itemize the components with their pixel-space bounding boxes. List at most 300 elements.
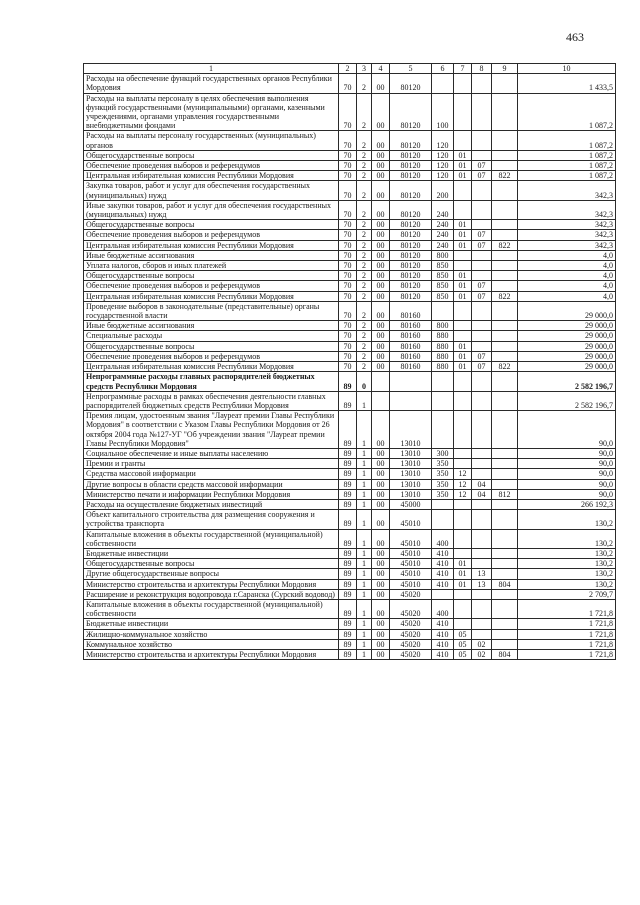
cell-col6: 100 [432,93,454,131]
cell-col6: 240 [432,200,454,219]
cell-col8 [472,200,492,219]
cell-col2: 89 [339,448,357,458]
cell-col4: 00 [372,301,390,320]
cell-col8 [472,150,492,160]
cell-col5: 13010 [390,489,432,499]
header-cell: 7 [454,64,472,74]
cell-col9: 822 [492,362,518,372]
cell-col4: 00 [372,499,390,509]
cell-col6: 350 [432,489,454,499]
cell-col9: 812 [492,489,518,499]
cell-col2: 89 [339,372,357,391]
cell-col3: 2 [357,261,372,271]
cell-col9 [492,161,518,171]
row-name: Общегосударственные вопросы [84,341,339,351]
table-row [84,281,616,291]
cell-col5: 80160 [390,331,432,341]
cell-col3: 2 [357,74,372,93]
cell-col9 [492,548,518,558]
cell-col2: 89 [339,489,357,499]
cell-col4 [372,372,390,391]
cell-col3: 2 [357,331,372,341]
cell-col3: 1 [357,510,372,529]
cell-col2: 89 [339,569,357,579]
cell-col7 [454,301,472,320]
cell-col8 [472,599,492,618]
header-cell: 2 [339,64,357,74]
cell-col7 [454,200,472,219]
row-name: Обеспечение проведения выборов и референдумов [84,161,339,171]
cell-col7: 01 [454,559,472,569]
table-row [84,150,616,160]
cell-col6: 300 [432,448,454,458]
cell-col9: 804 [492,579,518,589]
cell-col5: 80120 [390,200,432,219]
cell-col2: 70 [339,220,357,230]
header-row [84,64,616,74]
row-sum: 2 709,7 [518,589,616,599]
row-sum: 1 087,2 [518,161,616,171]
table-row [84,448,616,458]
cell-col7 [454,321,472,331]
cell-col5: 80160 [390,351,432,361]
cell-col5: 80120 [390,281,432,291]
cell-col3: 1 [357,489,372,499]
cell-col6 [432,499,454,509]
row-name: Обеспечение проведения выборов и референдумов [84,281,339,291]
cell-col5: 45010 [390,510,432,529]
cell-col9 [492,131,518,150]
cell-col6 [432,372,454,391]
cell-col7 [454,510,472,529]
cell-col8 [472,341,492,351]
cell-col9 [492,619,518,629]
cell-col3: 2 [357,220,372,230]
row-sum: 266 192,3 [518,499,616,509]
cell-col5: 80120 [390,230,432,240]
cell-col7: 05 [454,649,472,659]
cell-col8 [472,548,492,558]
cell-col3: 2 [357,301,372,320]
cell-col6 [432,510,454,529]
cell-col5: 80120 [390,93,432,131]
cell-col2: 70 [339,301,357,320]
cell-col5: 80120 [390,150,432,160]
cell-col8: 04 [472,479,492,489]
cell-col9 [492,271,518,281]
row-name: Премии и гранты [84,459,339,469]
row-name: Непрограммные расходы главных распорядителей бюджетных средств Республики Мордовия [84,372,339,391]
table-row [84,469,616,479]
table-row [84,291,616,301]
cell-col9 [492,599,518,618]
cell-col7 [454,391,472,410]
table-row [84,362,616,372]
cell-col8 [472,271,492,281]
cell-col4: 00 [372,529,390,548]
cell-col3: 1 [357,599,372,618]
cell-col8 [472,372,492,391]
cell-col5: 13010 [390,469,432,479]
cell-col7: 12 [454,479,472,489]
cell-col3: 1 [357,649,372,659]
cell-col3: 2 [357,362,372,372]
cell-col5: 80120 [390,131,432,150]
cell-col9 [492,448,518,458]
row-sum: 90,0 [518,448,616,458]
cell-col6 [432,391,454,410]
row-sum: 130,2 [518,548,616,558]
cell-col7 [454,93,472,131]
cell-col6: 850 [432,281,454,291]
cell-col7: 01 [454,281,472,291]
row-name: Уплата налогов, сборов и иных платежей [84,261,339,271]
table-row [84,220,616,230]
cell-col4: 00 [372,271,390,281]
cell-col7: 01 [454,569,472,579]
cell-col5: 45010 [390,548,432,558]
cell-col4: 00 [372,331,390,341]
cell-col6: 350 [432,459,454,469]
row-sum: 4,0 [518,291,616,301]
row-name: Средства массовой информации [84,469,339,479]
cell-col8 [472,619,492,629]
cell-col4: 00 [372,639,390,649]
row-sum: 342,3 [518,240,616,250]
table-row [84,579,616,589]
cell-col4: 00 [372,589,390,599]
cell-col8 [472,321,492,331]
cell-col5: 45020 [390,639,432,649]
row-sum: 1 721,8 [518,599,616,618]
cell-col7 [454,619,472,629]
cell-col6: 880 [432,351,454,361]
table-row [84,411,616,449]
cell-col4: 00 [372,341,390,351]
cell-col2: 70 [339,171,357,181]
cell-col3: 1 [357,548,372,558]
cell-col3: 1 [357,589,372,599]
cell-col7 [454,331,472,341]
cell-col2: 70 [339,161,357,171]
cell-col5: 80120 [390,161,432,171]
cell-col6: 850 [432,261,454,271]
cell-col5: 80160 [390,341,432,351]
cell-col9 [492,230,518,240]
cell-col6: 350 [432,469,454,479]
cell-col3: 1 [357,559,372,569]
header-cell: 5 [390,64,432,74]
cell-col8 [472,391,492,410]
row-name: Общегосударственные вопросы [84,271,339,281]
cell-col7: 12 [454,469,472,479]
table-row [84,489,616,499]
table-row [84,240,616,250]
row-name: Другие вопросы в области средств массовой информации [84,479,339,489]
cell-col4: 00 [372,261,390,271]
row-name: Социальное обеспечение и иные выплаты населению [84,448,339,458]
table-row [84,619,616,629]
row-sum: 4,0 [518,281,616,291]
cell-col9 [492,569,518,579]
cell-col8: 13 [472,569,492,579]
cell-col3: 1 [357,459,372,469]
cell-col7 [454,411,472,449]
cell-col5: 80120 [390,271,432,281]
cell-col3: 2 [357,171,372,181]
cell-col7: 01 [454,220,472,230]
cell-col4: 00 [372,569,390,579]
table-row [84,93,616,131]
cell-col9 [492,459,518,469]
table-row [84,271,616,281]
row-name: Общегосударственные вопросы [84,150,339,160]
cell-col3: 1 [357,629,372,639]
cell-col4: 00 [372,230,390,240]
cell-col9 [492,181,518,200]
header-cell: 10 [518,64,616,74]
cell-col9 [492,301,518,320]
cell-col6: 850 [432,291,454,301]
cell-col7: 01 [454,230,472,240]
cell-col3: 2 [357,250,372,260]
cell-col4: 00 [372,411,390,449]
cell-col5: 13010 [390,459,432,469]
row-name: Коммунальное хозяйство [84,639,339,649]
cell-col2: 70 [339,250,357,260]
cell-col2: 89 [339,459,357,469]
cell-col9 [492,510,518,529]
table-row [84,171,616,181]
row-sum: 4,0 [518,271,616,281]
cell-col2: 70 [339,261,357,271]
cell-col3: 1 [357,579,372,589]
table-row [84,230,616,240]
row-sum: 1 721,8 [518,629,616,639]
cell-col7 [454,529,472,548]
cell-col2: 89 [339,599,357,618]
row-sum: 130,2 [518,559,616,569]
cell-col9 [492,220,518,230]
cell-col7: 01 [454,271,472,281]
cell-col4: 00 [372,220,390,230]
cell-col5 [390,391,432,410]
cell-col4: 00 [372,489,390,499]
row-name: Иные закупки товаров, работ и услуг для обеспечения государственных (муниципальных) нужд [84,200,339,219]
cell-col5: 45020 [390,599,432,618]
row-name: Объект капитального строительства для размещения сооружения и устройства транспорта [84,510,339,529]
cell-col4: 00 [372,93,390,131]
table-row [84,372,616,391]
cell-col7 [454,459,472,469]
cell-col5: 13010 [390,448,432,458]
cell-col7: 01 [454,161,472,171]
table-row [84,341,616,351]
cell-col2: 89 [339,391,357,410]
cell-col6 [432,74,454,93]
header-cell: 1 [84,64,339,74]
cell-col7: 01 [454,579,472,589]
row-name: Бюджетные инвестиции [84,548,339,558]
cell-col8 [472,220,492,230]
row-name: Расходы на обеспечение функций государственных органов Республики Мордовия [84,74,339,93]
cell-col8 [472,74,492,93]
cell-col4: 00 [372,559,390,569]
cell-col5 [390,372,432,391]
row-sum: 130,2 [518,579,616,589]
cell-col9 [492,559,518,569]
table-row [84,459,616,469]
cell-col8: 04 [472,489,492,499]
row-name: Иные бюджетные ассигнования [84,321,339,331]
cell-col4: 00 [372,250,390,260]
cell-col9 [492,200,518,219]
cell-col2: 89 [339,510,357,529]
budget-table [83,63,616,660]
cell-col6: 410 [432,619,454,629]
cell-col8 [472,131,492,150]
row-sum: 29 000,0 [518,321,616,331]
cell-col2: 70 [339,271,357,281]
row-sum: 90,0 [518,469,616,479]
cell-col7: 05 [454,629,472,639]
cell-col7: 01 [454,291,472,301]
cell-col8: 07 [472,362,492,372]
cell-col7: 12 [454,489,472,499]
row-sum: 130,2 [518,510,616,529]
table-row [84,639,616,649]
cell-col4: 00 [372,351,390,361]
cell-col5: 45000 [390,499,432,509]
cell-col8 [472,629,492,639]
cell-col3: 1 [357,411,372,449]
cell-col6: 880 [432,362,454,372]
cell-col6: 880 [432,341,454,351]
cell-col7 [454,589,472,599]
row-sum: 2 582 196,7 [518,372,616,391]
cell-col9 [492,74,518,93]
cell-col6: 350 [432,479,454,489]
cell-col9 [492,250,518,260]
cell-col8 [472,510,492,529]
table-row [84,548,616,558]
row-name: Общегосударственные вопросы [84,559,339,569]
cell-col2: 70 [339,331,357,341]
cell-col8 [472,411,492,449]
cell-col6: 120 [432,161,454,171]
cell-col7: 01 [454,171,472,181]
cell-col4: 00 [372,74,390,93]
cell-col5: 45020 [390,629,432,639]
cell-col6: 410 [432,629,454,639]
cell-col2: 70 [339,362,357,372]
cell-col3: 2 [357,131,372,150]
header-cell: 6 [432,64,454,74]
cell-col9 [492,469,518,479]
cell-col9: 822 [492,291,518,301]
cell-col4: 00 [372,362,390,372]
table-row [84,331,616,341]
cell-col8: 02 [472,639,492,649]
cell-col7 [454,181,472,200]
row-sum: 130,2 [518,569,616,579]
cell-col8: 07 [472,161,492,171]
cell-col8 [472,250,492,260]
cell-col7: 01 [454,362,472,372]
row-sum: 342,3 [518,230,616,240]
cell-col2: 70 [339,321,357,331]
cell-col7 [454,131,472,150]
cell-col3: 1 [357,499,372,509]
cell-col6: 880 [432,331,454,341]
cell-col2: 70 [339,200,357,219]
row-sum: 1 721,8 [518,619,616,629]
cell-col3: 1 [357,639,372,649]
cell-col5: 80120 [390,181,432,200]
row-sum: 29 000,0 [518,341,616,351]
row-name: Специальные расходы [84,331,339,341]
cell-col3: 1 [357,448,372,458]
row-name: Иные бюджетные ассигнования [84,250,339,260]
cell-col6: 850 [432,271,454,281]
table-row [84,74,616,93]
cell-col6: 410 [432,559,454,569]
row-sum: 29 000,0 [518,351,616,361]
table-row [84,510,616,529]
cell-col4: 00 [372,479,390,489]
cell-col4: 00 [372,629,390,639]
cell-col8 [472,459,492,469]
cell-col2: 70 [339,93,357,131]
row-sum: 29 000,0 [518,331,616,341]
table-row [84,301,616,320]
row-sum: 29 000,0 [518,362,616,372]
cell-col5: 45020 [390,589,432,599]
cell-col8: 13 [472,579,492,589]
row-name: Министерство строительства и архитектуры Республики Мордовия [84,579,339,589]
table-row [84,589,616,599]
cell-col4 [372,391,390,410]
row-name: Расходы на выплаты персоналу государственных (муниципальных) органов [84,131,339,150]
cell-col5: 80120 [390,74,432,93]
cell-col9 [492,281,518,291]
row-name: Капитальные вложения в объекты государственной (муниципальной) собственности [84,529,339,548]
cell-col3: 2 [357,181,372,200]
cell-col9 [492,261,518,271]
cell-col2: 89 [339,469,357,479]
cell-col6: 120 [432,131,454,150]
cell-col6: 410 [432,639,454,649]
cell-col5: 45010 [390,569,432,579]
row-sum: 1 721,8 [518,649,616,659]
cell-col9: 804 [492,649,518,659]
cell-col4: 00 [372,548,390,558]
cell-col7 [454,599,472,618]
cell-col8 [472,529,492,548]
row-sum: 1 433,5 [518,74,616,93]
header-cell: 8 [472,64,492,74]
row-sum: 1 087,2 [518,93,616,131]
cell-col2: 70 [339,341,357,351]
row-name: Непрограммные расходы в рамках обеспечения деятельности главных распорядителей бюджетных средств Республики Мордовия [84,391,339,410]
row-name: Премия лицам, удостоенным звания "Лауреат премии Главы Республики Мордовия" в соответствии с Указом Главы Республики Мордовия от 26 октября 2004 года №127-УГ "Об учреждении звания "Лауреат премии Главы Республики Мордовия" [84,411,339,449]
cell-col4: 00 [372,161,390,171]
cell-col3: 1 [357,391,372,410]
cell-col4: 00 [372,649,390,659]
cell-col8 [472,589,492,599]
cell-col3: 2 [357,271,372,281]
cell-col3: 1 [357,479,372,489]
